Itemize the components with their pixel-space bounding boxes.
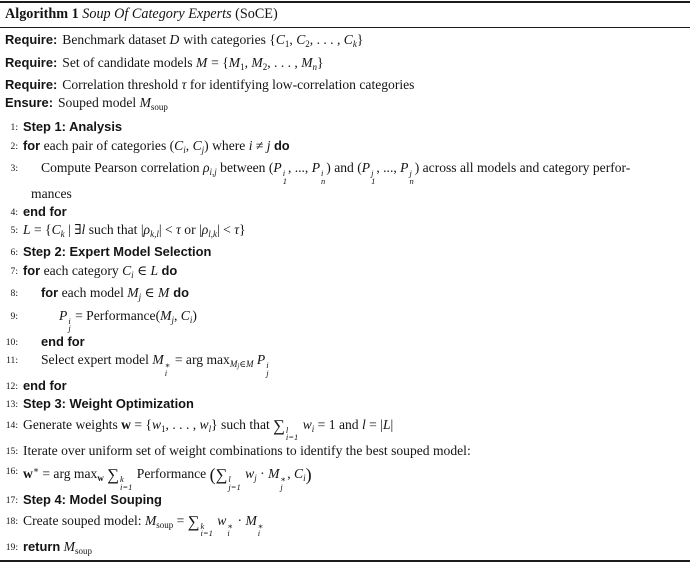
script-stack — [266, 362, 268, 377]
subrm-segment: 2 — [262, 61, 268, 72]
text-segment: , — [185, 137, 193, 153]
superscript: k — [200, 520, 205, 531]
superscript: k — [120, 474, 124, 485]
math-segment: C — [343, 32, 353, 47]
algorithm-preamble — [0, 28, 690, 117]
math-segment: P — [59, 307, 68, 323]
algorithm-line — [0, 284, 690, 306]
text-segment: , . . . , — [309, 32, 344, 47]
sub-segment: i,j — [209, 167, 217, 178]
math-segment: w — [199, 416, 209, 432]
line-content — [23, 377, 67, 395]
math-segment: τ — [181, 77, 187, 93]
math-segment: C — [122, 262, 132, 278]
text-segment: = arg max — [171, 352, 230, 368]
subrm-segment: ∈ — [239, 359, 246, 370]
text-segment: each pair of categories ( — [40, 137, 175, 153]
keyword-segment: end for — [41, 333, 85, 349]
text-segment: with categories { — [179, 32, 276, 47]
text-segment: } — [317, 54, 324, 70]
line-content — [23, 284, 189, 306]
text-segment: Create souped model: — [23, 512, 145, 528]
line-content — [23, 538, 92, 560]
keyword-segment: do — [173, 285, 189, 301]
math-segment: i — [248, 137, 253, 153]
math-segment: M — [228, 54, 241, 70]
text-segment: Iterate over uniform set of weight combinations to identify the best souped model: — [23, 442, 471, 458]
keyword-segment: do — [161, 262, 178, 278]
keyword-segment: for — [41, 285, 59, 301]
superscript: ∗ — [164, 360, 171, 371]
text-segment: , ..., — [376, 160, 401, 176]
text-segment: = arg max — [38, 466, 98, 482]
math-segment: τ — [176, 222, 181, 237]
math-segment: P — [361, 160, 371, 176]
preamble-line — [0, 76, 690, 94]
line-number: 19: — [5, 541, 18, 553]
algorithm-line — [0, 442, 690, 460]
text-segment: , ..., — [287, 160, 312, 176]
sub-segment: i — [303, 473, 306, 484]
text-segment: ≠ — [252, 137, 267, 153]
math-segment: M — [152, 352, 164, 368]
subscript: i=1 — [285, 432, 299, 443]
line-number: 8: — [10, 288, 18, 300]
subscript: j — [280, 481, 283, 492]
algorithm-line — [0, 203, 690, 221]
text-segment: Correlation threshold — [62, 77, 182, 93]
subscript: j — [266, 367, 269, 378]
text-segment: } such that — [211, 416, 274, 432]
text-segment: | — [390, 416, 394, 432]
math-segment: C — [293, 466, 304, 482]
script-stack — [283, 170, 287, 185]
math-segment: C — [192, 137, 202, 153]
keyword-segment: for — [23, 262, 41, 278]
math-segment: M — [268, 466, 280, 482]
algorithm-line — [0, 262, 690, 284]
superscript: j — [409, 168, 412, 179]
line-number: 12: — [5, 381, 18, 393]
line-content — [23, 243, 211, 261]
line-content — [23, 491, 162, 509]
text-segment: = { — [130, 416, 152, 432]
suprm-segment: ∗ — [32, 465, 39, 476]
line-number: 3: — [10, 163, 18, 175]
text-segment: = { — [30, 222, 52, 237]
algorithm-line — [0, 351, 690, 377]
subscript: i=1 — [120, 481, 133, 492]
algorithm-line — [0, 221, 690, 243]
text-segment: Souped model — [58, 94, 140, 110]
text-segment: , — [287, 466, 294, 482]
math-segment: P — [256, 352, 266, 368]
sub-segment: k — [60, 229, 65, 239]
text-segment: , — [289, 32, 297, 47]
math-segment: M — [127, 285, 139, 301]
sub-segment: l,k — [208, 229, 218, 239]
sub-segment: j — [138, 292, 142, 303]
preamble-line — [0, 31, 690, 54]
italic-title-segment: Soup Of Category Experts — [78, 6, 232, 22]
subrm-segment: soup — [74, 545, 92, 556]
text-segment: each model — [58, 285, 128, 301]
text-segment: each category — [40, 262, 123, 278]
line-content — [23, 203, 67, 221]
keyword-segment: Require: — [5, 54, 58, 70]
text-segment: | < — [158, 222, 177, 237]
math-segment: ρ — [202, 160, 210, 176]
line-content — [23, 118, 122, 136]
text-segment: = Performance( — [71, 307, 161, 323]
line-number: 4: — [10, 206, 18, 218]
math-segment: l — [81, 222, 86, 237]
math-segment: M — [139, 94, 151, 110]
text-segment: = { — [207, 54, 229, 70]
algorithm-line — [0, 414, 690, 442]
text-segment: , . . . , — [165, 416, 200, 432]
subrm-segment: 2 — [305, 39, 310, 49]
subrm-segment: 1 — [161, 423, 166, 434]
sub-segment: k — [352, 39, 357, 49]
subscript: i — [164, 367, 168, 378]
keyword-segment: return — [23, 538, 61, 554]
text-segment: such that | — [85, 222, 144, 237]
line-number: 13: — [5, 399, 18, 411]
superscript: ∗ — [280, 474, 287, 485]
math-segment: ρ — [143, 222, 151, 237]
sub-segment: j — [171, 314, 174, 325]
text-segment: (SoCE) — [231, 6, 278, 22]
text-segment: | ∃ — [64, 222, 82, 237]
script-stack — [165, 362, 171, 377]
subscript: i — [227, 528, 230, 539]
text-segment: ) — [192, 307, 197, 323]
superscript: ∗ — [257, 520, 264, 531]
script-stack — [285, 424, 299, 443]
sub-segment: l — [208, 423, 212, 434]
line-number: 18: — [5, 515, 18, 527]
algorithm-line — [0, 510, 690, 538]
sub-segment: j — [254, 473, 257, 484]
subscript: 1 — [371, 175, 376, 186]
text-segment: Generate weights — [23, 416, 122, 432]
math-segment: M — [144, 512, 157, 528]
subscript: i=1 — [200, 528, 213, 539]
keyword-segment: Require: — [5, 32, 58, 47]
subscript: i — [257, 528, 261, 539]
math-segment: l — [361, 416, 366, 432]
subscript: j — [68, 323, 71, 334]
math-segment: C — [275, 32, 285, 47]
calligraphic-segment: M — [157, 285, 170, 301]
algorithm-line — [0, 377, 690, 395]
math-segment: w — [151, 416, 162, 432]
algorithm-line — [0, 118, 690, 136]
line-content — [23, 395, 194, 413]
line-number — [0, 185, 18, 202]
text-segment: between ( — [216, 160, 274, 176]
bsub-segment: w — [97, 473, 104, 484]
sub-segment: i — [189, 314, 193, 325]
keyword-segment: Step 4: Model Souping — [23, 492, 162, 508]
script-stack — [120, 476, 132, 491]
line-content — [23, 185, 72, 202]
line-number: 6: — [10, 247, 18, 259]
sub-segment: j — [201, 144, 205, 155]
subscript: n — [321, 175, 326, 186]
script-stack — [257, 520, 264, 539]
line-number: 9: — [10, 310, 18, 322]
superscript: j — [371, 168, 374, 179]
sum-symbol: ∑ — [273, 415, 285, 435]
math-segment: M — [160, 307, 172, 323]
script-stack — [280, 476, 286, 491]
math-segment: C — [180, 307, 190, 323]
subscript: 1 — [282, 175, 287, 186]
math-segment: C — [51, 222, 61, 237]
math-segment: L — [150, 262, 159, 278]
text-segment: · — [234, 512, 246, 528]
line-content — [23, 414, 393, 442]
text-segment: , — [244, 54, 252, 70]
sub-segment: i — [311, 423, 315, 434]
text-segment: , . . . , — [267, 54, 302, 70]
big-paren: ) — [305, 464, 312, 485]
algorithm-line — [0, 491, 690, 509]
script-stack — [409, 170, 413, 185]
text-segment: ∈ — [133, 262, 151, 278]
math-segment: L — [23, 222, 31, 237]
subrm-segment: soup — [150, 101, 168, 112]
subscript: j=1 — [228, 481, 241, 492]
sub-segment: M — [229, 359, 238, 370]
math-segment: M — [251, 54, 263, 70]
math-segment: M — [301, 54, 313, 70]
text-segment: mances — [31, 186, 72, 202]
algorithm-line — [0, 159, 690, 185]
sub-segment: i — [131, 269, 134, 280]
keyword-segment: Require: — [5, 77, 58, 93]
script-stack — [200, 520, 213, 539]
line-content — [23, 460, 312, 491]
algorithm-line — [0, 137, 690, 159]
math-segment: C — [296, 32, 306, 47]
subcal-segment: M — [245, 359, 254, 370]
text-segment: ) across all models and category perfor- — [414, 160, 631, 176]
line-number: 2: — [10, 140, 18, 152]
subrm-segment: 1 — [284, 39, 290, 49]
algorithm-line — [0, 185, 690, 202]
math-segment: w — [245, 466, 255, 482]
script-stack — [68, 315, 71, 334]
line-number: 5: — [10, 225, 18, 236]
math-segment: w — [302, 416, 312, 432]
text-segment: Performance — [133, 466, 210, 482]
text-segment: ∈ — [141, 285, 158, 301]
keyword-segment: end for — [23, 378, 67, 394]
algorithm-line — [0, 395, 690, 413]
big-paren: ( — [209, 464, 216, 485]
bold-math-segment: w — [23, 466, 33, 482]
superscript: i — [266, 360, 269, 371]
math-segment: M — [63, 538, 75, 554]
line-number: 16: — [5, 466, 18, 478]
line-content — [23, 221, 246, 243]
line-content — [23, 333, 85, 351]
superscript: l — [285, 424, 289, 435]
math-segment: M — [245, 512, 257, 528]
script-stack — [227, 520, 234, 539]
sub-segment: k,l — [150, 229, 159, 239]
text-segment: or | — [180, 222, 202, 237]
sum-symbol: ∑ — [187, 511, 200, 531]
text-segment: = — [173, 512, 188, 528]
algorithm-line — [0, 460, 690, 491]
sub-segment: i — [183, 144, 186, 155]
sum-symbol: ∑ — [107, 465, 120, 485]
text-segment: Compute Pearson correlation — [41, 160, 203, 176]
keyword-segment: end for — [23, 203, 67, 219]
line-number: 15: — [5, 445, 18, 457]
subrm-segment: soup — [156, 519, 174, 530]
preamble-line — [0, 94, 690, 117]
text-segment: , — [173, 307, 181, 323]
math-segment: P — [273, 160, 282, 176]
superscript: i — [321, 168, 324, 179]
line-number: 1: — [10, 122, 18, 134]
superscript: ∗ — [227, 520, 234, 531]
line-number: 14: — [5, 419, 18, 431]
text-segment: } — [356, 32, 364, 47]
bold-math-segment: w — [121, 416, 131, 432]
sub-segment: n — [312, 61, 318, 72]
math-segment: P — [311, 160, 321, 176]
superscript: i — [282, 168, 286, 179]
line-number: 17: — [5, 495, 18, 507]
algorithm-title — [0, 3, 690, 27]
math-segment: P — [400, 160, 409, 176]
preamble-line — [0, 54, 690, 77]
line-number: 11: — [6, 355, 18, 367]
subscript: n — [409, 175, 414, 186]
text-segment: for identifying low-correlation categories — [186, 77, 415, 93]
keyword-segment: Step 3: Weight Optimization — [23, 396, 194, 412]
line-content — [23, 442, 471, 460]
line-content — [23, 307, 197, 333]
script-stack — [228, 476, 240, 491]
math-segment: C — [174, 137, 184, 153]
calligraphic-segment: D — [169, 32, 180, 47]
keyword-segment: do — [273, 137, 290, 153]
keyword-segment: Ensure: — [5, 94, 53, 110]
line-number: 10: — [5, 336, 18, 348]
calligraphic-segment: M — [195, 54, 208, 70]
subsub-segment: j — [237, 362, 240, 371]
text-segment: = 1 and — [314, 416, 362, 432]
math-segment: j — [266, 137, 271, 153]
keyword-segment: for — [23, 137, 41, 153]
text-segment: Select expert model — [41, 352, 153, 368]
math-segment: w — [217, 512, 227, 528]
bold-title-segment: Algorithm 1 — [5, 6, 79, 22]
text-segment: | < — [217, 222, 235, 237]
superscript: i — [68, 315, 71, 326]
algorithm-body — [0, 117, 690, 560]
line-content — [23, 351, 270, 377]
keyword-segment: Step 2: Expert Model Selection — [23, 244, 212, 260]
algorithm-line — [0, 538, 690, 560]
text-segment: Benchmark dataset — [62, 32, 170, 47]
algorithm-line — [0, 333, 690, 351]
math-segment: L — [382, 416, 391, 432]
line-number: 7: — [10, 265, 18, 277]
line-content — [23, 159, 630, 185]
text-segment: ) where — [204, 137, 249, 153]
keyword-segment: Step 1: Analysis — [23, 119, 123, 135]
algorithm-line — [0, 243, 690, 261]
line-content — [23, 262, 177, 284]
math-segment: ρ — [201, 222, 209, 237]
text-segment: } — [239, 222, 246, 237]
sum-symbol: ∑ — [215, 465, 228, 485]
text-segment: · — [256, 466, 269, 482]
text-segment: ) and ( — [326, 160, 362, 176]
superscript: l — [228, 474, 231, 485]
line-content — [23, 137, 290, 159]
subrm-segment: 1 — [240, 61, 245, 72]
algorithm-line — [0, 307, 690, 333]
script-stack — [321, 170, 325, 185]
script-stack — [371, 170, 375, 185]
text-segment: Set of candidate models — [62, 54, 196, 70]
text-segment: = | — [365, 416, 383, 432]
math-segment: τ — [234, 222, 240, 237]
line-content — [23, 510, 265, 538]
